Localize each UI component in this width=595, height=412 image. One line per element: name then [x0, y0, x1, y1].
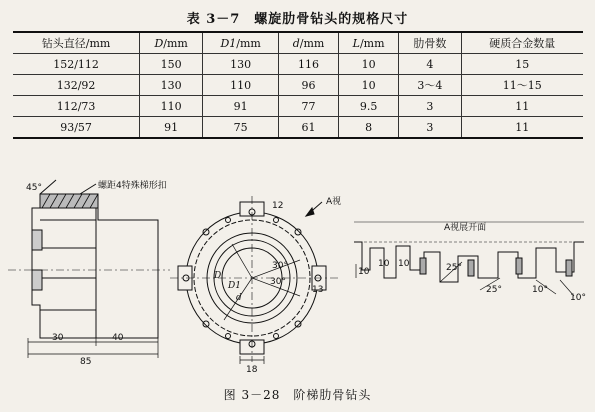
symbol-d1: D1: [228, 281, 241, 291]
angle-45-label: 45°: [26, 183, 42, 193]
table-cell: 11～15: [461, 75, 583, 96]
table-cell: 130: [140, 75, 203, 96]
dim-85-label: 85: [80, 357, 92, 367]
table-cell: 3: [399, 96, 461, 117]
thread-note: 螺距4特殊梯形扣: [98, 181, 167, 191]
header-d1: D1/mm: [203, 32, 279, 54]
engineering-drawing: [0, 160, 595, 384]
header-carbide-count: 硬质合金数量: [461, 32, 583, 54]
table-cell: 96: [279, 75, 339, 96]
spec-table: [13, 31, 583, 139]
table-cell: 91: [203, 96, 279, 117]
table-cell: 130: [203, 54, 279, 75]
angle-25-label: 25°: [486, 285, 502, 295]
angle-30-label: 30°: [270, 277, 286, 287]
symbol-d-inner: d: [236, 293, 242, 303]
table-cell: 132/92: [56, 78, 96, 92]
table-title: 表 3－7 螺旋肋骨钻头的规格尺寸: [186, 12, 409, 27]
table-cell: 150: [140, 54, 203, 75]
table-cell: 75: [203, 117, 279, 139]
table-cell: 91: [140, 117, 203, 139]
table-cell: 9.5: [338, 96, 398, 117]
dim-10-label: 10: [378, 259, 390, 269]
table-cell: 77: [279, 96, 339, 117]
angle-10-label: 10°: [570, 293, 586, 303]
table-cell: 8: [338, 117, 398, 139]
front-view: [170, 196, 340, 364]
dim-40-label: 40: [112, 333, 124, 343]
dim-18-label: 18: [246, 365, 258, 375]
header-rib-count: 肋骨数: [399, 32, 461, 54]
view-a-unfold-label: A视展开面: [444, 223, 487, 233]
table-cell: 61: [279, 117, 339, 139]
table-cell: 112/73: [56, 99, 96, 113]
dim-30-label: 30: [52, 333, 64, 343]
header-bit-diameter: 钻头直径/mm: [41, 37, 111, 50]
table-cell: 10: [338, 75, 398, 96]
table-row: [13, 96, 583, 117]
table-cell: 3～4: [399, 75, 461, 96]
table-cell: 3: [399, 117, 461, 139]
dim-13-label: 13: [312, 285, 324, 295]
side-section-view: [8, 180, 170, 358]
table-row: [13, 54, 583, 75]
table-cell: 11: [461, 96, 583, 117]
table-header-row: [13, 32, 583, 54]
figure-caption: 图 3－28 阶梯肋骨钻头: [223, 388, 372, 402]
header-d-inner: d/mm: [279, 32, 339, 54]
angle-10-label: 10°: [532, 285, 548, 295]
dim-12-label: 12: [272, 201, 284, 211]
table-cell: 110: [140, 96, 203, 117]
table-cell: 4: [399, 54, 461, 75]
table-cell: 11: [461, 117, 583, 139]
table-cell: 116: [279, 54, 339, 75]
table-row: [13, 75, 583, 96]
header-d-outer: D/mm: [140, 32, 203, 54]
table-cell: 110: [203, 75, 279, 96]
dim-10-label: 10: [358, 267, 370, 277]
view-a-label: A视: [326, 197, 342, 207]
table-cell: 15: [461, 54, 583, 75]
header-length: L/mm: [338, 32, 398, 54]
table-cell: 152/112: [53, 57, 99, 71]
table-cell: 10: [338, 54, 398, 75]
angle-30-label: 30°: [272, 261, 288, 271]
dim-10-label: 10: [398, 259, 410, 269]
symbol-d-outer: D: [214, 271, 222, 281]
table-cell: 93/57: [60, 120, 92, 134]
table-row: [13, 117, 583, 139]
angle-25-label: 25°: [446, 263, 462, 273]
